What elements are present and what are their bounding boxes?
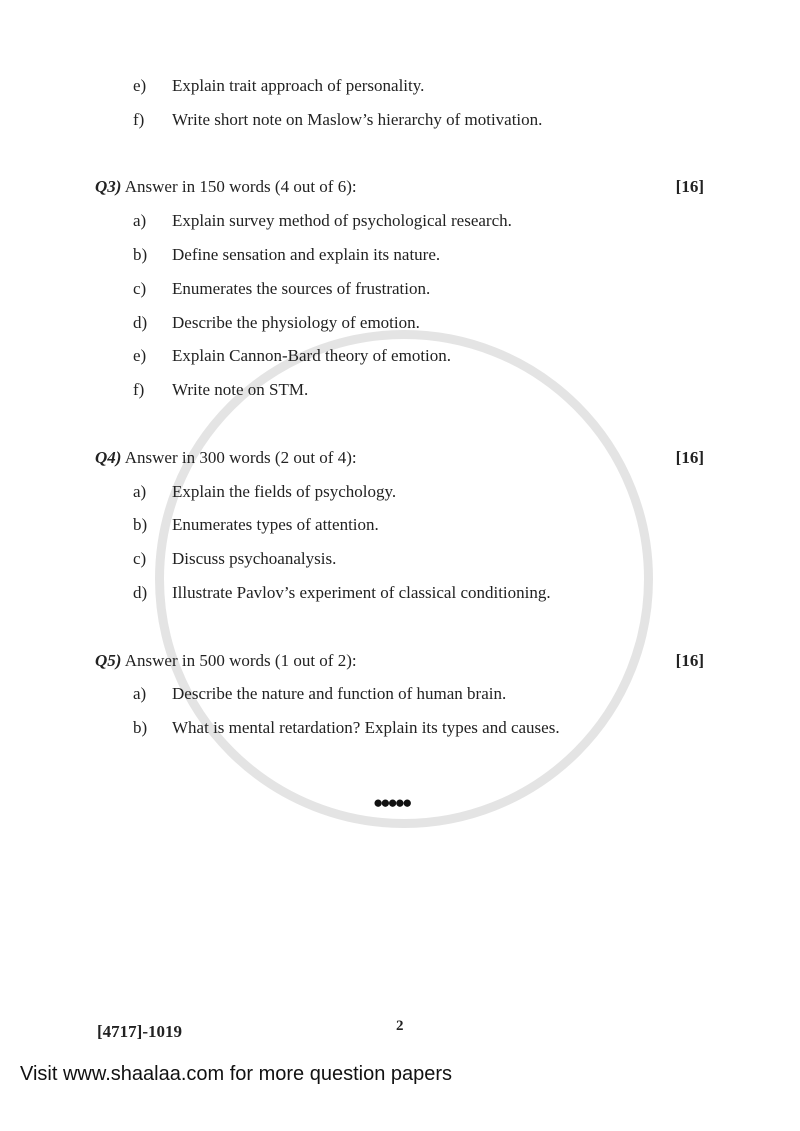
item-label: f)	[133, 110, 145, 129]
item-text: Discuss psychoanalysis.	[172, 549, 337, 568]
item-text: Illustrate Pavlov’s experiment of classical conditioning.	[172, 583, 551, 602]
page-number: 2	[396, 1018, 404, 1034]
paper-code: [4717]-1019	[97, 1022, 182, 1041]
question-instruction: Answer in 500 words (1 out of 2):	[124, 651, 357, 670]
item-label: a)	[133, 211, 147, 230]
item-label: a)	[133, 482, 147, 501]
item-text: Enumerates types of attention.	[172, 515, 379, 534]
item-text: Enumerates the sources of frustration.	[172, 279, 431, 298]
item-label: a)	[133, 684, 147, 703]
item-text: Explain trait approach of personality.	[172, 76, 425, 95]
item-label: e)	[133, 76, 147, 95]
item-text: What is mental retardation? Explain its types and causes.	[172, 718, 560, 737]
question-instruction: Answer in 300 words (2 out of 4):	[124, 448, 357, 467]
end-mark: ●●●●●	[373, 793, 410, 812]
question-instruction: Answer in 150 words (4 out of 6):	[124, 177, 357, 196]
item-label: d)	[133, 583, 148, 602]
question-marks: [16]	[675, 177, 704, 196]
question-title	[95, 651, 357, 671]
banner-text: Visit www.shaalaa.com for more question papers	[20, 1063, 453, 1085]
item-text: Explain the fields of psychology.	[172, 482, 397, 501]
question-number: Q3)	[95, 177, 122, 196]
item-label: c)	[133, 279, 147, 298]
question-marks: [16]	[675, 448, 704, 467]
question-number: Q4)	[95, 448, 122, 467]
item-text: Define sensation and explain its nature.	[172, 245, 441, 264]
item-label: f)	[133, 380, 145, 399]
item-label: d)	[133, 313, 148, 332]
question-title	[95, 177, 357, 197]
question-marks: [16]	[675, 651, 704, 670]
question-title	[95, 448, 357, 468]
item-label: e)	[133, 346, 147, 365]
item-text: Describe the physiology of emotion.	[172, 313, 420, 332]
item-label: b)	[133, 515, 148, 534]
item-text: Write note on STM.	[172, 380, 309, 399]
item-text: Explain Cannon-Bard theory of emotion.	[172, 346, 452, 365]
item-label: b)	[133, 718, 148, 737]
item-text: Write short note on Maslow’s hierarchy of motivation.	[172, 110, 543, 129]
watermark-circle	[155, 330, 653, 828]
item-label: b)	[133, 245, 148, 264]
item-text: Describe the nature and function of human brain.	[172, 684, 507, 703]
question-number: Q5)	[95, 651, 122, 670]
item-label: c)	[133, 549, 147, 568]
item-text: Explain survey method of psychological research.	[172, 211, 512, 230]
